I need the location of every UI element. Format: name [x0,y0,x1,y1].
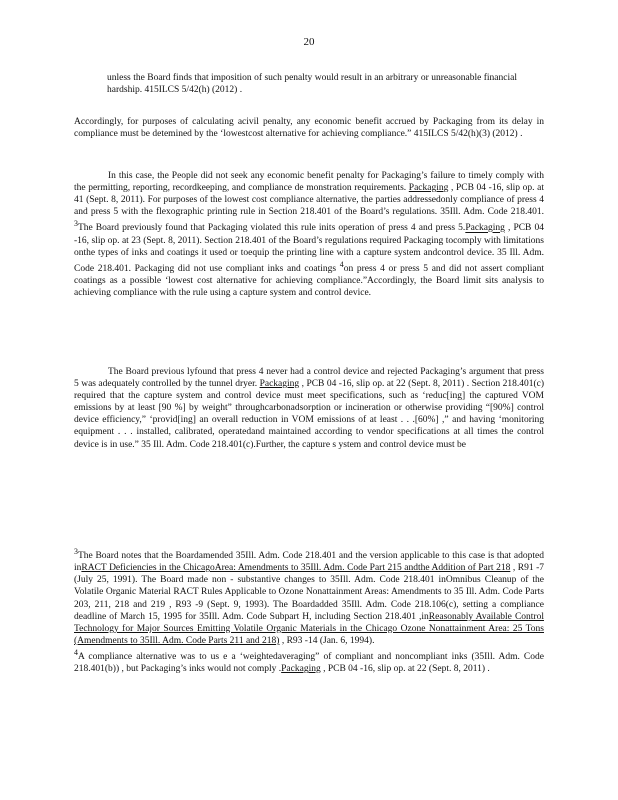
footnote-4 [74,647,544,675]
text-run: , PCB 04 -16, slip op. at 23 (Sept. 8, 2011). Section 218.401 of the Board’s regulations required Packaging tocomply with limitations onthe types of inks and coatings it used or toequip the printing line with a capture system andcontrol device. 35 Ill. Adm. Code 218.401. Packaging did not use compliant inks and coatings [74,223,544,274]
footnote-ref-4: 4 [339,259,344,269]
case-name: Packaging [465,223,505,234]
paragraph-accordingly [74,116,544,140]
paragraph-body [74,366,544,451]
case-name: Packaging [259,379,300,390]
footnote-mark: 3 [74,547,78,556]
text-run: , R93 -14 (Jan. 6, 1994). [279,635,375,646]
footnotes [74,546,544,675]
text-run: on press 4 or press 5 and did not assert compliant coatings as a possible ‘lowest cost alternative for achieving compliance.”Accordingly, the Board limit sits analysis to achieving compliance with the rule using a capture system and control device. [74,263,544,299]
paragraph-text: Accordingly, for purposes of calculating acivil penalty, any economic benefit accrued by Packaging from its delay in compliance must be detemined by the ‘lowestcost alternative for achieving compliance.” 415ILCS 5/42(h)(3) (2012) . [74,117,544,140]
text-run: The Board previous lyfound that press 4 never had a control device and rejected Packaging’s argument that press 5 was adequately controlled by the tunnel dryer. [74,367,544,390]
paragraph-body [74,170,544,299]
text-run: The Board previously found that Packaging violated this rule inits operation of press 4 and press 5. [77,223,466,234]
footnote-ref-3: 3 [74,219,78,229]
citation-title: Reasonably Available Control Technology for Major Sources Emitting Volatile Organic Materials in the Chicago Ozone Nonattainment Area: 25 Tons (Amendments to 35Ill. Adm. Code Parts 211 and 218) [74,611,544,646]
page-number: 20 [303,36,315,48]
footnote-3 [74,546,544,647]
text-run: , PCB 04 -16, slip op. at 22 (Sept. 8, 2011) . [320,664,490,675]
text-run: , R91 -7 (July 25, 1991). The Board made non - substantive changes to 35Ill. Adm. Code 218.401 inOmnibus Cleanup of the Volatile Organic Material RACT Rules Applicable to Ozone Nonattainment Areas: Amendments to 35 Ill. Adm. Code Parts 203, 211, 218 and 219 , R93 -9 (Sept. 9, 1993). The Boardadded 35Ill. Adm. Code 218.106(c), setting a compliance deadline of March 15, 1995 for 35Ill. Adm. Code Subpart H, including Section 218.401 ,in [74,563,545,622]
case-name: Packaging [408,183,449,194]
text-run: A compliance alternative was to us e a ‘weightedaveraging” of compliant and noncompliant inks (35Ill. Adm. Code 218.401(b)) , but Packaging’s inks would not comply . [74,652,544,675]
quote-text: unless the Board finds that imposition of such penalty would result in an arbitrary or unreasonable financial hardship. 415ILCS 5/42(h) (2012) . [107,73,517,96]
text-run: The Board notes that the Boardamended 35Ill. Adm. Code 218.401 and the version applicable to this case is that adopted in [74,551,544,574]
case-name: Packaging [281,664,321,675]
block-quote [107,72,517,96]
text-run: , PCB 04 -16, slip op. at 22 (Sept. 8, 2011) . Section 218.401(c) required that the capture system and control device must meet specifications, such as ‘reduc[ing] the captured VOM emissions by at least [90 %] by weight” throughcarbonadsorption or incineration or otherwise providing “[90%] control device efficiency,” ‘provid[ing] an overall reduction in VOM emissions of at least . . .[60%] ,” and having ‘monitoring equipment . . . installed, calibrated, operatedand maintained according to vendor specifications at all times the control device is in use.” 35 Ill. Adm. Code 218.401(c).Further, the capture s ystem and control device must be [74,379,544,450]
footnote-mark: 4 [74,647,78,657]
text-run: , PCB 04 -16, slip op. at 41 (Sept. 8, 2011). For purposes of the lowest cost compliance alternative, the parties addressedonly compliance of press 4 and press 5 with the flexographic printing rule in Section 218.401 of the Board’s regulations. 35Ill. Adm. Code 218.401. [74,183,544,218]
text-run: In this case, the People did not seek any economic benefit penalty for Packaging’s failure to timely comply with the permitting, reporting, recordkeeping, and compliance de monstration requirements. [74,171,544,194]
paragraph-economic-benefit [74,170,544,299]
paragraph-press-4 [74,366,544,451]
citation-title: RACT Deficiencies in the ChicagoArea: Amendments to 35Ill. Adm. Code Part 215 andthe Addition of Part 218 [81,563,511,574]
